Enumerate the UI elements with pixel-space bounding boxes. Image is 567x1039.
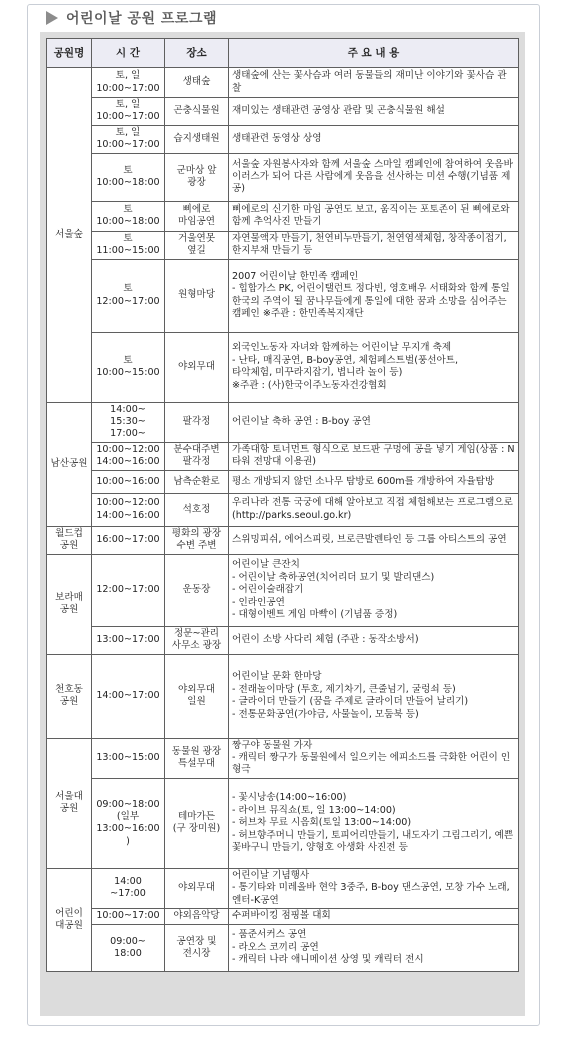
time-cell: 토 10:00~18:00: [92, 201, 165, 231]
place-cell: 야외무대: [165, 868, 229, 908]
content-cell: 2007 어린이날 한민족 캠페인 - 힙합가스 PK, 어린이탤런트 정다빈, 영호배우 서태화와 함께 통일 한국의 주역이 될 꿈나무들에게 통일에 대한 꿈과 소망을 심어주는 캠페인 ※주관 : 한민족복지재단: [229, 259, 519, 332]
time-cell: 토 10:00~18:00: [92, 153, 165, 201]
place-cell: 군마상 앞 광장: [165, 153, 229, 201]
place-cell: 삐에로 마임공연: [165, 201, 229, 231]
column-header-time: 시 간: [92, 39, 165, 68]
column-header-place: 장소: [165, 39, 229, 68]
place-cell: 거울연못 옆길: [165, 231, 229, 259]
program-table-panel: [40, 32, 525, 1016]
table-header-row: [47, 39, 519, 68]
table-row: [47, 909, 519, 925]
program-table: [46, 38, 519, 972]
time-cell: 13:00~15:00: [92, 738, 165, 778]
place-cell: 동물원 광장 특설무대: [165, 738, 229, 778]
place-cell: 공연장 및 전시장: [165, 925, 229, 972]
content-cell: 어린이날 문화 한마당 - 전래놀이마당 (투호, 제기차기, 큰줄넘기, 굴렁쇠 등) - 글라이더 만들기 (꿈을 주제로 글라이더 만들어 날리기) - 전통문화공연(가야금, 사물놀이, 모둠북 등): [229, 654, 519, 738]
arrow-icon: [46, 11, 58, 25]
table-row: [47, 493, 519, 526]
place-cell: 정문~관리 사무소 광장: [165, 626, 229, 654]
park-name-cell: 어린이 대공원: [47, 868, 92, 971]
content-cell: 수퍼바이킹 점핑볼 대회: [229, 909, 519, 925]
content-cell: 어린이날 축하 공연 : B-boy 공연: [229, 402, 519, 442]
column-header-content: 주 요 내 용: [229, 39, 519, 68]
place-cell: 원형마당: [165, 259, 229, 332]
place-cell: 습지생태원: [165, 125, 229, 153]
table-row: [47, 201, 519, 231]
table-row: [47, 402, 519, 442]
place-cell: 평화의 광장 수변 주변: [165, 526, 229, 554]
content-cell: - 꽃시낭송(14:00~16:00) - 라이브 뮤직쇼(토, 일 13:00~14:00) - 허브차 무료 시음회(토일 13:00~14:00) - 허브향주머니 만들기, 토피어리만들기, 내도자기 그림그리기, 예쁜꽃바구니 만들기, 양형호 아생화 사진전 등: [229, 778, 519, 868]
place-cell: 야외무대: [165, 332, 229, 402]
park-name-cell: 천호동 공원: [47, 654, 92, 738]
content-cell: 우리나라 전통 국궁에 대해 알아보고 직접 체험해보는 프로그램으로 (http://parks.seoul.go.kr): [229, 493, 519, 526]
place-cell: 야외음악당: [165, 909, 229, 925]
time-cell: 13:00~17:00: [92, 626, 165, 654]
time-cell: 16:00~17:00: [92, 526, 165, 554]
place-cell: 테마가든 (구 장미원): [165, 778, 229, 868]
park-name-cell: 보라매 공원: [47, 554, 92, 654]
time-cell: 10:00~12:00 14:00~16:00: [92, 442, 165, 470]
table-row: [47, 259, 519, 332]
table-row: [47, 554, 519, 626]
table-row: [47, 68, 519, 98]
time-cell: 09:00~ 18:00: [92, 925, 165, 972]
park-name-cell: 남산공원: [47, 402, 92, 526]
place-cell: 분수대주변 팔각정: [165, 442, 229, 470]
content-cell: 짱구야 동물원 가자 - 캐릭터 짱구가 동물원에서 일으키는 에피소드를 극화한 어린이 인형극: [229, 738, 519, 778]
place-cell: 운동장: [165, 554, 229, 626]
time-cell: 토, 일 10:00~17:00: [92, 125, 165, 153]
time-cell: 토 11:00~15:00: [92, 231, 165, 259]
content-cell: 외국인노동자 자녀와 함께하는 어린이날 무지개 축제 - 난타, 매직공연, B-boy공연, 체험페스트벌(풍선아트, 타악체험, 미꾸라지잡기, 볍니라 놀이 등) ※주관 : (사)한국이주노동자건강협회: [229, 332, 519, 402]
table-row: [47, 442, 519, 470]
park-name-cell: 서울대 공원: [47, 738, 92, 868]
time-cell: 토 12:00~17:00: [92, 259, 165, 332]
time-cell: 14:00~17:00: [92, 654, 165, 738]
content-cell: 평소 개방되지 않던 소나무 탐방로 600m를 개방하여 자율탐방: [229, 470, 519, 493]
table-row: [47, 470, 519, 493]
place-cell: 생태숲: [165, 68, 229, 98]
content-cell: 어린이 소방 사다리 체험 (주관 : 동작소방서): [229, 626, 519, 654]
place-cell: 팔각정: [165, 402, 229, 442]
content-cell: 재미있는 생태관련 공영상 관람 및 곤충식물원 해설: [229, 98, 519, 126]
table-row: [47, 654, 519, 738]
time-cell: 14:00 ~17:00: [92, 868, 165, 908]
content-cell: 서울숲 자원봉사자와 함께 서울숲 스마일 캠페인에 참여하여 웃음바이러스가 되어 다른 사람에게 웃음을 선사하는 미션 수행(기념품 제공): [229, 153, 519, 201]
table-row: [47, 925, 519, 972]
column-header-park: 공원명: [47, 39, 92, 68]
time-cell: 토, 일 10:00~17:00: [92, 98, 165, 126]
table-row: [47, 738, 519, 778]
table-row: [47, 153, 519, 201]
section-header: [46, 6, 217, 30]
time-cell: 10:00~16:00: [92, 470, 165, 493]
content-cell: 어린이날 기념행사 - 통기타와 미레올바 현악 3중주, B-boy 댄스공연, 모창 가수 노래, 엔터-K공연: [229, 868, 519, 908]
time-cell: 09:00~18:00 (일부 13:00~16:00 ): [92, 778, 165, 868]
table-row: [47, 231, 519, 259]
place-cell: 남측순환로: [165, 470, 229, 493]
time-cell: 토 10:00~15:00: [92, 332, 165, 402]
place-cell: 야외무대 일원: [165, 654, 229, 738]
page-title: 어린이날 공원 프로그램: [66, 11, 217, 27]
time-cell: 12:00~17:00: [92, 554, 165, 626]
park-name-cell: 서울숲: [47, 68, 92, 403]
content-cell: 자연물액자 만들기, 천연비누만들기, 천연염색체험, 창작종이접기, 한지부채 만들기 등: [229, 231, 519, 259]
park-name-cell: 월드컵 공원: [47, 526, 92, 554]
time-cell: 10:00~12:00 14:00~16:00: [92, 493, 165, 526]
content-cell: 삐에로의 신기한 마임 공연도 보고, 움직이는 포토존이 된 삐에로와 함께 추억사진 만들기: [229, 201, 519, 231]
place-cell: 곤충식물원: [165, 98, 229, 126]
table-row: [47, 626, 519, 654]
table-body: [47, 68, 519, 972]
time-cell: 14:00~ 15:30~ 17:00~: [92, 402, 165, 442]
table-row: [47, 125, 519, 153]
table-row: [47, 778, 519, 868]
place-cell: 석호정: [165, 493, 229, 526]
content-cell: 어린이날 큰잔치 - 어린이날 축하공연(치어리더 묘기 및 발리댄스) - 어린이술래잡기 - 인라인공연 - 대형이벤트 게임 마빡이 (기념품 증정): [229, 554, 519, 626]
table-row: [47, 332, 519, 402]
time-cell: 토, 일 10:00~17:00: [92, 68, 165, 98]
content-cell: 생태관련 동영상 상영: [229, 125, 519, 153]
content-cell: 가족대항 토너먼트 형식으로 보드판 구멍에 공을 넣기 게임(상품 : N타워 전망대 이용권): [229, 442, 519, 470]
content-cell: - 품준서커스 공연 - 라오스 코끼리 공연 - 캐릭터 나라 애니메이션 상영 및 캐릭터 전시: [229, 925, 519, 972]
table-row: [47, 526, 519, 554]
time-cell: 10:00~17:00: [92, 909, 165, 925]
table-row: [47, 868, 519, 908]
content-cell: 생태숲에 산는 꽃사슴과 여러 동물들의 재미난 이야기와 꽃사슴 관찰: [229, 68, 519, 98]
table-row: [47, 98, 519, 126]
content-cell: 스위밍피쉬, 에어스피릿, 브로큰발렌타인 등 그룹 아티스트의 공연: [229, 526, 519, 554]
